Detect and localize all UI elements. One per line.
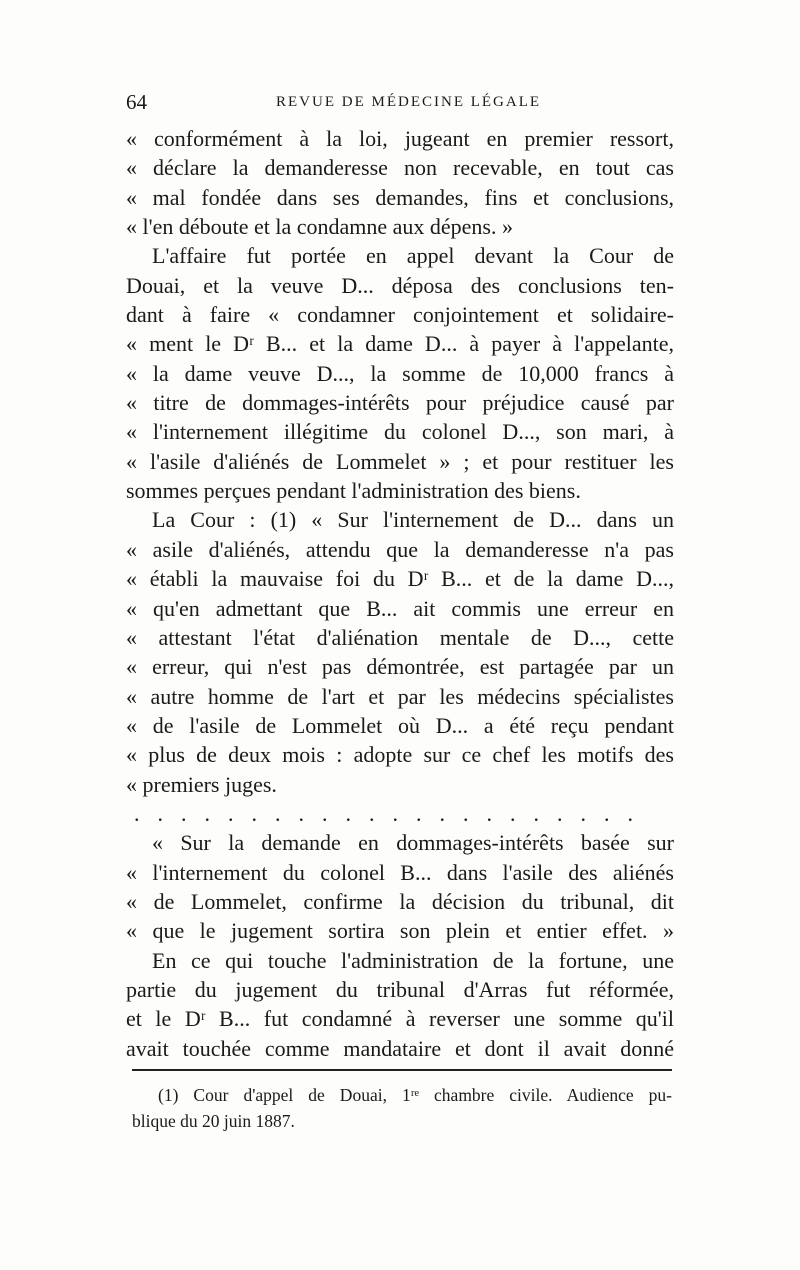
text-line: « titre de dommages-intérêts pour préjudice causé par <box>126 390 674 416</box>
text-line: « autre homme de l'art et par les médecins spécialistes <box>126 683 674 709</box>
text-line: « établi la mauvaise foi du Dʳ B... et de la dame D..., <box>126 566 674 592</box>
text-line: « l'internement illégitime du colonel D..., son mari, à <box>126 419 674 445</box>
text-line: « l'asile d'aliénés de Lommelet » ; et pour restituer les <box>126 448 674 474</box>
page-header <box>126 90 674 118</box>
ellipsis-separator: ...................... <box>134 800 651 826</box>
footnote-divider <box>132 1069 672 1071</box>
text-line: « plus de deux mois : adopte sur ce chef les motifs des <box>126 742 674 768</box>
text-line: « déclare la demanderesse non recevable, en tout cas <box>126 155 674 181</box>
footnote-line: blique du 20 juin 1887. <box>132 1111 295 1131</box>
footnote <box>132 1082 672 1134</box>
text-line: « conformément à la loi, jugeant en premier ressort, <box>126 126 674 151</box>
text-line: « erreur, qui n'est pas démontrée, est partagée par un <box>126 654 674 680</box>
text-line: « ment le Dʳ B... et la dame D... à payer à l'appelante, <box>126 331 674 357</box>
text-line: « que le jugement sortira son plein et entier effet. » <box>126 918 674 944</box>
footnote-line: (1) Cour d'appel de Douai, 1ʳᵉ chambre civile. Audience pu- <box>158 1085 672 1105</box>
text-line: « premiers juges. <box>126 771 277 797</box>
text-line: dant à faire « condamner conjointement et solidaire- <box>126 302 674 328</box>
text-line: « de Lommelet, confirme la décision du tribunal, dit <box>126 888 674 914</box>
body-text <box>126 124 674 1063</box>
text-line: « attestant l'état d'aliénation mentale de D..., cette <box>126 624 674 650</box>
text-line: sommes perçues pendant l'administration des biens. <box>126 478 581 504</box>
text-line: partie du jugement du tribunal d'Arras fut réformée, <box>126 976 674 1002</box>
text-line: « l'en déboute et la condamne aux dépens. » <box>126 214 513 240</box>
text-line: « Sur la demande en dommages-intérêts basée sur <box>152 830 674 856</box>
text-line: L'affaire fut portée en appel devant la Cour de <box>152 243 674 269</box>
text-line: et le Dʳ B... fut condamné à reverser une somme qu'il <box>126 1006 674 1032</box>
text-line: « de l'asile de Lommelet où D... a été reçu pendant <box>126 712 674 738</box>
page-number: 64 <box>126 90 147 114</box>
text-line: « l'internement du colonel B... dans l'asile des aliénés <box>126 859 674 885</box>
text-line: En ce qui touche l'administration de la fortune, une <box>152 947 674 973</box>
text-line: « la dame veuve D..., la somme de 10,000 francs à <box>126 360 674 386</box>
running-title: REVUE DE MÉDECINE LÉGALE <box>276 94 542 110</box>
text-line: Douai, et la veuve D... déposa des conclusions ten- <box>126 272 674 298</box>
text-line: « mal fondée dans ses demandes, fins et conclusions, <box>126 184 674 210</box>
text-line: « qu'en admettant que B... ait commis une erreur en <box>126 595 674 621</box>
text-line: La Cour : (1) « Sur l'internement de D... dans un <box>152 507 674 533</box>
text-line: avait touchée comme mandataire et dont il avait donné <box>126 1035 674 1061</box>
text-line: « asile d'aliénés, attendu que la demanderesse n'a pas <box>126 536 674 562</box>
